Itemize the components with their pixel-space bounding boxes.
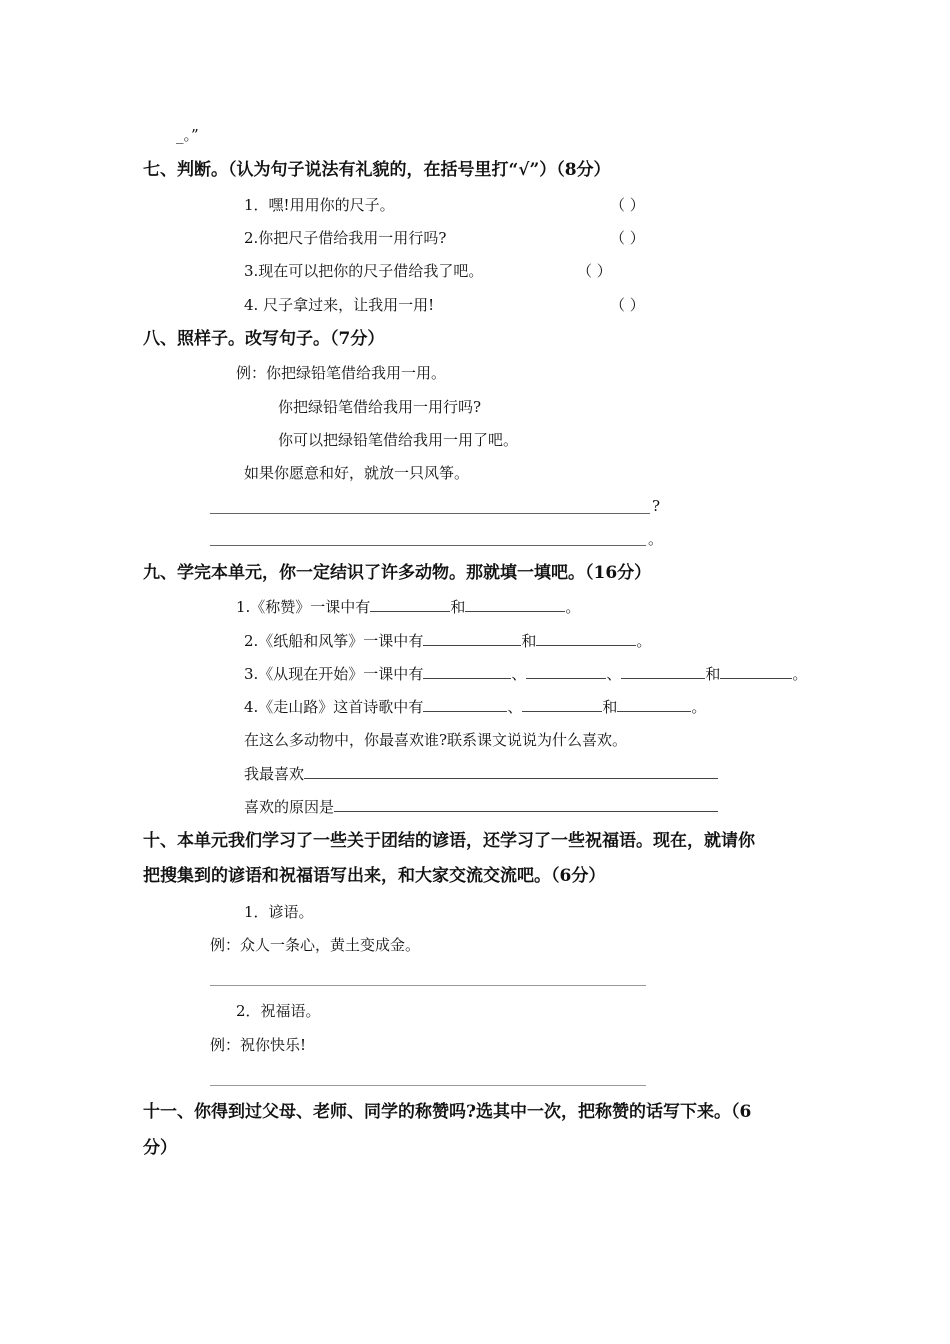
s9-q3-end: 。 [792,665,808,683]
s9-q1-text: 1.《称赞》一课中有 [236,598,371,616]
s9-like-label: 我最喜欢 [244,765,305,783]
s7-answer-paren-2[interactable]: （ ） [610,229,645,247]
s9-q2-end: 。 [636,632,652,650]
s9-reason-row [244,796,718,818]
s9-q1-blank-1[interactable] [370,596,450,612]
s8-line-1-end: ? [652,497,661,515]
s9-q3-and: 和 [705,665,721,683]
s10-item-2: 2．祝福语。 [236,1002,321,1020]
s9-q3 [244,663,807,685]
s8-example-3: 你可以把绿铅笔借给我用一用了吧。 [278,431,519,449]
section-7-heading: 七、判断。（认为句子说法有礼貌的，在括号里打“√”）（8分） [143,160,611,180]
s7-answer-paren-3[interactable]: （ ） [577,262,612,280]
s9-q4-end: 。 [691,698,707,716]
s9-question: 在这么多动物中，你最喜欢谁?联系课文说说为什么喜欢。 [244,731,628,749]
s9-q3-sep-2: 、 [606,665,622,683]
s10-item-1: 1．谚语。 [244,903,314,921]
s9-q2-blank-2[interactable] [536,630,636,646]
s9-q4-sep: 、 [507,698,523,716]
s9-q3-text: 3.《从现在开始》一课中有 [244,665,424,683]
s9-q1-end: 。 [565,598,581,616]
s8-line-2-end: 。 [648,530,664,548]
s8-answer-line-1[interactable] [210,513,650,514]
s9-like-row [244,763,718,785]
section-10-heading-line-2: 把搜集到的谚语和祝福语写出来，和大家交流交流吧。（6分） [143,866,606,886]
s7-item-4: 4. 尺子拿过来，让我用一用! [244,296,435,314]
s9-q3-sep-1: 、 [511,665,527,683]
s8-answer-line-2[interactable] [210,545,646,546]
s9-q1-and: 和 [450,598,466,616]
s10-example-1: 例：众人一条心，黄土变成金。 [210,936,421,954]
section-9-heading: 九、学完本单元，你一定结识了许多动物。那就填一填吧。（16分） [143,563,652,583]
s9-q1 [236,596,580,618]
s9-q4-blank-2[interactable] [522,696,602,712]
s9-q4 [244,696,706,718]
s9-like-blank[interactable] [304,763,718,779]
s7-answer-paren-4[interactable]: （ ） [610,296,645,314]
section-10-heading-line-1: 十、本单元我们学习了一些关于团结的谚语，还学习了一些祝福语。现在，就请你 [143,831,755,851]
s9-q4-blank-3[interactable] [617,696,691,712]
section-11-heading-line-2: 分） [143,1138,177,1158]
s9-q3-blank-3[interactable] [621,663,705,679]
s7-item-2: 2.你把尺子借给我用一用行吗? [244,229,447,247]
s7-item-3: 3.现在可以把你的尺子借给我了吧。 [244,262,484,280]
s9-q3-blank-2[interactable] [526,663,606,679]
s9-q2 [244,630,651,652]
s10-answer-line-1[interactable] [210,985,646,986]
s8-example-2: 你把绿铅笔借给我用一用行吗? [278,398,482,416]
s10-example-2: 例：祝你快乐! [210,1036,307,1054]
s9-reason-label: 喜欢的原因是 [244,798,335,816]
top-fragment: _。” [176,126,199,144]
s9-q4-and: 和 [602,698,618,716]
s9-reason-blank[interactable] [334,796,718,812]
s7-answer-paren-1[interactable]: （ ） [610,196,645,214]
s9-q2-blank-1[interactable] [423,630,521,646]
section-11-heading-line-1: 十一、你得到过父母、老师、同学的称赞吗?选其中一次，把称赞的话写下来。（6 [143,1102,752,1122]
s8-prompt: 如果你愿意和好，就放一只风筝。 [244,464,470,482]
section-8-heading: 八、照样子。改写句子。（7分） [143,329,385,349]
s10-answer-line-2[interactable] [210,1085,646,1086]
s9-q2-and: 和 [521,632,537,650]
s9-q1-blank-2[interactable] [465,596,565,612]
s9-q3-blank-4[interactable] [720,663,792,679]
s8-example-1: 例：你把绿铅笔借给我用一用。 [236,364,447,382]
s9-q4-text: 4.《走山路》这首诗歌中有 [244,698,424,716]
s9-q2-text: 2.《纸船和风筝》一课中有 [244,632,424,650]
s7-item-1: 1．嘿!用用你的尺子。 [244,196,395,214]
s9-q4-blank-1[interactable] [423,696,507,712]
s9-q3-blank-1[interactable] [423,663,511,679]
